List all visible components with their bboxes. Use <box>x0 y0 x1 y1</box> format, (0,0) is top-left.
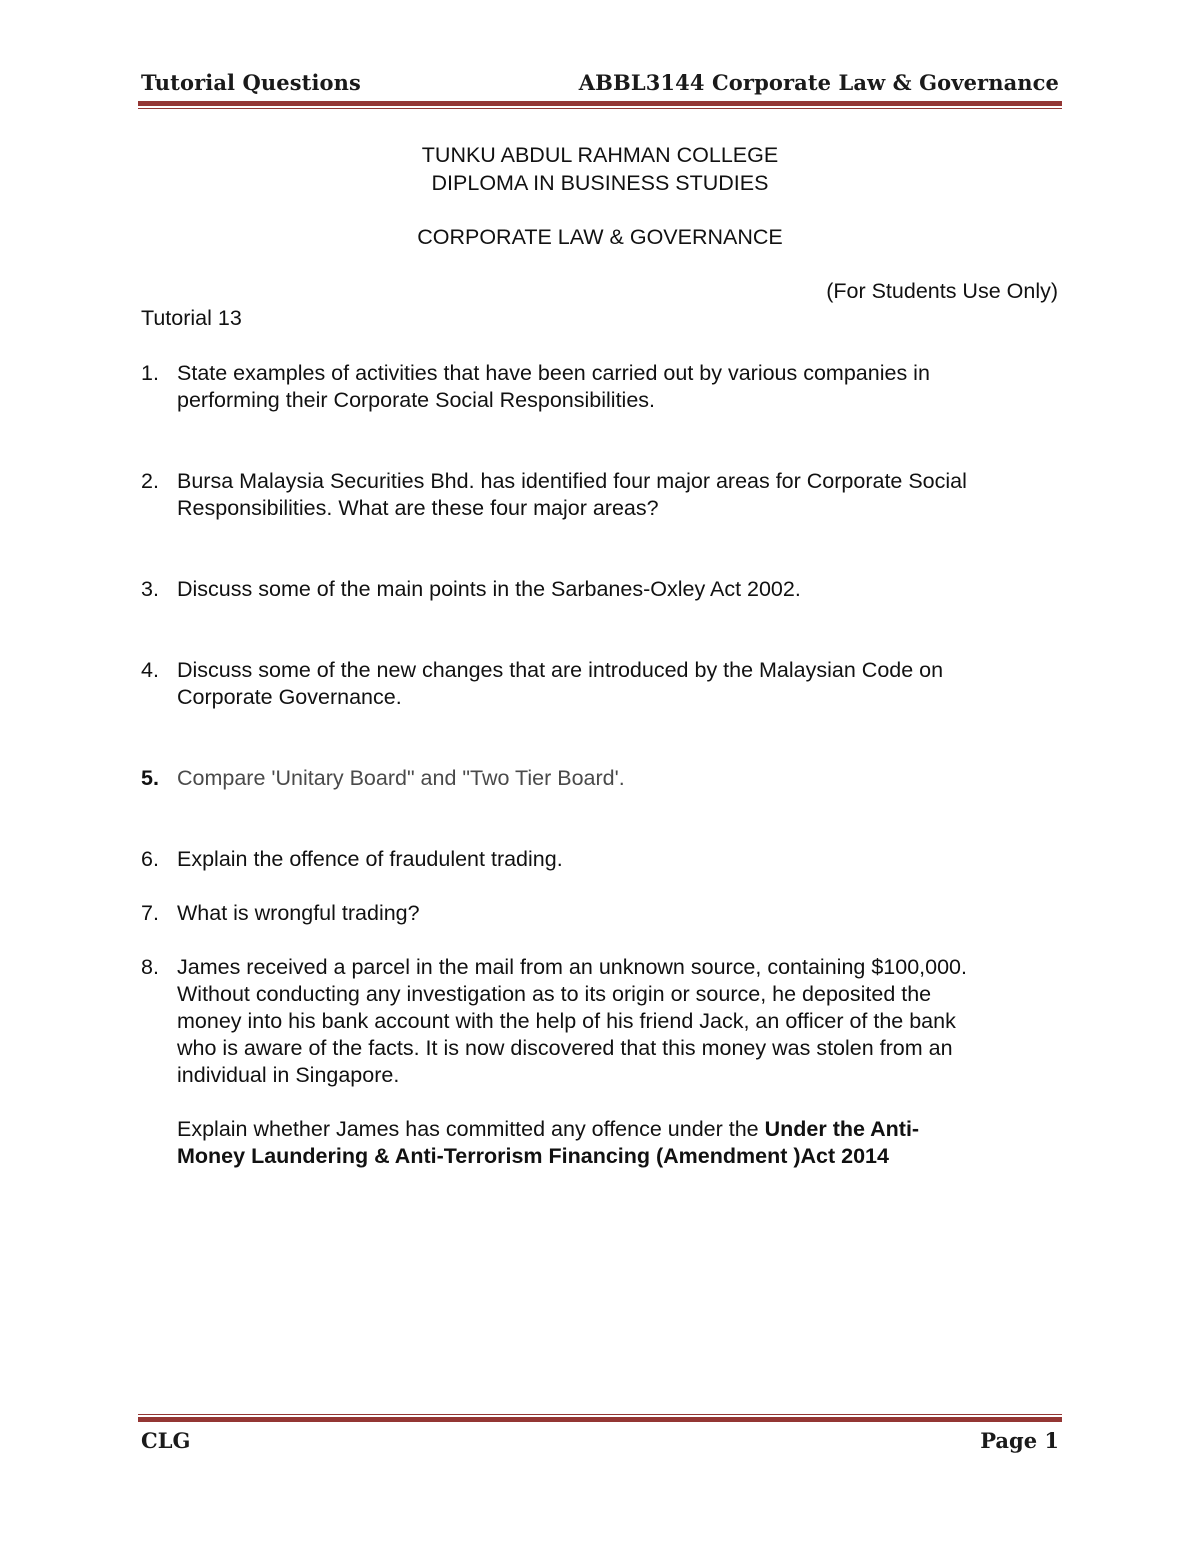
question-line: money into his bank account with the help of his friend Jack, an officer of the bank <box>177 1009 956 1033</box>
question-line: Bursa Malaysia Securities Bhd. has identified four major areas for Corporate Social <box>177 469 967 493</box>
question-text <box>177 576 1066 603</box>
college-name: TUNKU ABDUL RAHMAN COLLEGE <box>421 143 779 167</box>
question-text <box>177 900 1066 927</box>
question-line: Discuss some of the main points in the Sarbanes-Oxley Act 2002. <box>177 577 801 601</box>
followup-text: Explain whether James has committed any offence under the <box>177 1117 765 1141</box>
usage-note: (For Students Use Only) <box>826 279 1058 303</box>
question-line: James received a parcel in the mail from an unknown source, containing $100,000. <box>177 955 967 979</box>
question-number: 4. <box>141 658 159 682</box>
question-text <box>177 846 1066 873</box>
act-name-part1: Under the Anti- <box>764 1117 920 1141</box>
header-right: ABBL3144 Corporate Law & Governance <box>578 70 1059 95</box>
question-line: individual in Singapore. <box>177 1063 400 1087</box>
question-number: 7. <box>141 901 159 925</box>
question-text <box>177 360 1066 414</box>
question-number: 6. <box>141 847 159 871</box>
question-line: Responsibilities. What are these four major areas? <box>177 496 659 520</box>
question-number: 5. <box>141 766 159 790</box>
question-followup <box>177 1116 1066 1143</box>
page-number: Page 1 <box>980 1428 1059 1453</box>
question-number: 2. <box>141 469 159 493</box>
header-rule-thin <box>138 108 1062 109</box>
question-text <box>177 468 1066 522</box>
question-line: Discuss some of the new changes that are introduced by the Malaysian Code on <box>177 658 944 682</box>
question-line: Without conducting any investigation as to its origin or source, he deposited the <box>177 982 932 1006</box>
footer-rule-thick <box>138 1417 1062 1422</box>
paragraph-spacer <box>177 1089 1066 1116</box>
question-text <box>177 657 1066 711</box>
question-line: who is aware of the facts. It is now discovered that this money was stolen from an <box>177 1036 953 1060</box>
header-rule-thick <box>138 101 1062 106</box>
question-number: 3. <box>141 577 159 601</box>
question-line: State examples of activities that have been carried out by various companies in <box>177 361 930 385</box>
program-name: DIPLOMA IN BUSINESS STUDIES <box>431 171 769 195</box>
header-left: Tutorial Questions <box>141 70 361 95</box>
footer-left: CLG <box>141 1428 191 1453</box>
question-line: performing their Corporate Social Responsibilities. <box>177 388 655 412</box>
course-name: CORPORATE LAW & GOVERNANCE <box>417 225 783 249</box>
question-line: Explain the offence of fraudulent trading. <box>177 847 563 871</box>
question-number: 8. <box>141 955 159 979</box>
question-line: What is wrongful trading? <box>177 901 420 925</box>
question-number: 1. <box>141 361 159 385</box>
question-line: Corporate Governance. <box>177 685 402 709</box>
footer-rule-thin <box>138 1414 1062 1415</box>
tutorial-title: Tutorial 13 <box>141 306 242 330</box>
question-text <box>177 765 1066 792</box>
question-text <box>177 954 1066 1170</box>
act-name-part2: Money Laundering & Anti-Terrorism Financing (Amendment )Act 2014 <box>177 1144 889 1168</box>
question-line: Compare 'Unitary Board" and "Two Tier Board'. <box>177 766 625 790</box>
